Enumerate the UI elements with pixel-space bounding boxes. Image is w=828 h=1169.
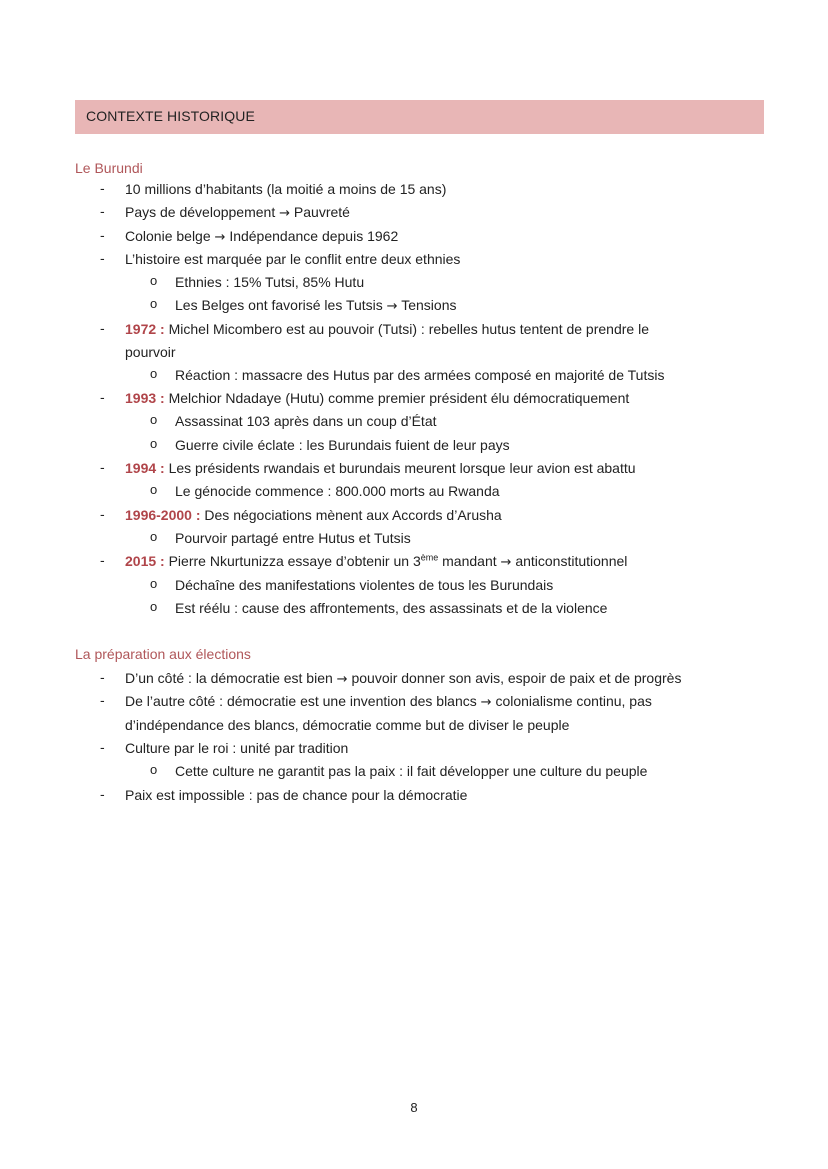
year-label: 1994 : (125, 460, 165, 476)
arrow-right-icon: → (386, 299, 398, 314)
bullet-circle: o (150, 296, 158, 311)
sub-list-item: Déchaîne des manifestations violentes de tous les Burundais (175, 577, 554, 593)
list-item: De l’autre côté : démocratie est une invention des blancs → colonialisme continu, pas (125, 693, 652, 710)
year-label: 2015 : (125, 553, 165, 569)
bullet-circle: o (150, 412, 158, 427)
bullet-circle: o (150, 273, 158, 288)
bullet-circle: o (150, 482, 158, 497)
list-item: 1972 : Michel Micombero est au pouvoir (Tutsi) : rebelles hutus tentent de prendre le (125, 321, 649, 337)
list-item: Pays de développement → Pauvreté (125, 204, 350, 221)
bullet-dash: - (100, 320, 105, 336)
sub-list-item: Guerre civile éclate : les Burundais fuient de leur pays (175, 437, 510, 453)
arrow-right-icon: → (500, 555, 512, 570)
arrow-right-icon: → (336, 672, 348, 687)
bullet-circle: o (150, 576, 158, 591)
year-label: 1972 : (125, 321, 165, 337)
bullet-circle: o (150, 762, 158, 777)
list-item: L’histoire est marquée par le conflit entre deux ethnies (125, 251, 461, 267)
page-number: 8 (410, 1100, 418, 1115)
list-item: 1993 : Melchior Ndadaye (Hutu) comme premier président élu démocratiquement (125, 390, 630, 406)
list-item: Culture par le roi : unité par tradition (125, 740, 349, 756)
subsection-title-elections: La préparation aux élections (75, 646, 251, 662)
subsection-title-burundi: Le Burundi (75, 160, 143, 176)
bullet-dash: - (100, 552, 105, 568)
sub-list-item: Est réélu : cause des affrontements, des assassinats et de la violence (175, 600, 608, 616)
year-label: 1993 : (125, 390, 165, 406)
list-item: Paix est impossible : pas de chance pour la démocratie (125, 787, 468, 803)
sub-list-item: Assassinat 103 après dans un coup d’État (175, 413, 437, 429)
bullet-circle: o (150, 436, 158, 451)
bullet-dash: - (100, 227, 105, 243)
bullet-dash: - (100, 459, 105, 475)
bullet-dash: - (100, 180, 105, 196)
bullet-circle: o (150, 529, 158, 544)
arrow-right-icon: → (214, 230, 226, 245)
bullet-dash: - (100, 692, 105, 708)
bullet-circle: o (150, 599, 158, 614)
list-item-continuation: d’indépendance des blancs, démocratie comme but de diviser le peuple (125, 717, 570, 733)
bullet-dash: - (100, 786, 105, 802)
bullet-dash: - (100, 506, 105, 522)
sub-list-item: Cette culture ne garantit pas la paix : il fait développer une culture du peuple (175, 763, 648, 779)
list-item: D’un côté : la démocratie est bien → pouvoir donner son avis, espoir de paix et de progrès (125, 670, 682, 687)
sub-list-item: Les Belges ont favorisé les Tutsis → Tensions (175, 297, 457, 314)
list-item: Colonie belge → Indépendance depuis 1962 (125, 228, 399, 245)
bullet-dash: - (100, 203, 105, 219)
arrow-right-icon: → (279, 206, 291, 221)
section-heading-bar (75, 100, 764, 134)
list-item: 10 millions d’habitants (la moitié a moins de 15 ans) (125, 181, 447, 197)
sub-list-item: Pourvoir partagé entre Hutus et Tutsis (175, 530, 411, 546)
list-item: 1994 : Les présidents rwandais et burundais meurent lorsque leur avion est abattu (125, 460, 636, 476)
section-heading: CONTEXTE HISTORIQUE (86, 108, 255, 124)
list-item-continuation: pourvoir (125, 344, 176, 360)
sub-list-item: Ethnies : 15% Tutsi, 85% Hutu (175, 274, 365, 290)
list-item: 2015 : Pierre Nkurtunizza essaye d’obtenir un 3ème mandant → anticonstitutionnel (125, 552, 628, 570)
bullet-dash: - (100, 250, 105, 266)
arrow-right-icon: → (480, 695, 492, 710)
bullet-dash: - (100, 739, 105, 755)
bullet-circle: o (150, 366, 158, 381)
list-item: 1996-2000 : Des négociations mènent aux Accords d’Arusha (125, 507, 502, 523)
bullet-dash: - (100, 669, 105, 685)
sub-list-item: Le génocide commence : 800.000 morts au Rwanda (175, 483, 500, 499)
sub-list-item: Réaction : massacre des Hutus par des armées composé en majorité de Tutsis (175, 367, 665, 383)
bullet-dash: - (100, 389, 105, 405)
year-label: 1996-2000 : (125, 507, 201, 523)
